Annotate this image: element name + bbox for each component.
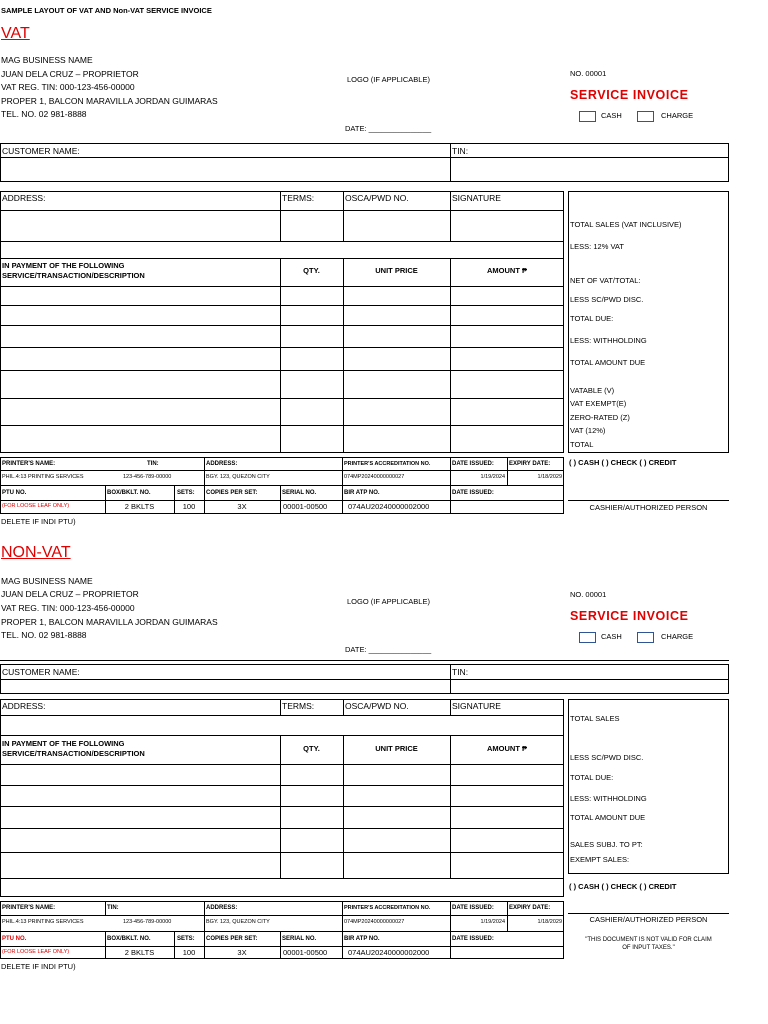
divider <box>343 699 344 715</box>
atp-header: BIR ATP NO. <box>344 490 380 496</box>
ptu-date-header: DATE ISSUED: <box>452 490 494 496</box>
divider <box>0 286 564 287</box>
divider <box>0 398 564 399</box>
items-header-line1: IN PAYMENT OF THE FOLLOWING <box>2 739 125 748</box>
business-name: MAG BUSINESS NAME <box>1 55 93 65</box>
box-bklt-header: BOX/BKLT. NO. <box>107 936 151 942</box>
address-label: ADDRESS: <box>2 193 46 203</box>
divider <box>450 699 451 715</box>
atp-header: BIR ATP NO. <box>344 936 380 942</box>
divider <box>0 946 564 947</box>
divider <box>0 347 564 348</box>
printer-accreditation-value: 074MP20240000000027 <box>344 919 405 925</box>
unit-price-header: UNIT PRICE <box>375 744 418 753</box>
items-table <box>0 699 564 897</box>
document-title: SAMPLE LAYOUT OF VAT AND Non-VAT SERVICE INVOICE <box>1 6 212 15</box>
divider <box>342 901 343 959</box>
invoice-number: NO. 00001 <box>570 590 607 599</box>
date-field: DATE: _______________ <box>345 124 432 133</box>
ptu-date-header: DATE ISSUED: <box>452 936 494 942</box>
signature-line <box>568 913 729 914</box>
sets-value: 100 <box>182 502 196 511</box>
business-tel: TEL. NO. 02 981-8888 <box>1 109 87 119</box>
divider <box>450 901 451 959</box>
divider <box>450 457 451 514</box>
printer-accreditation-header: PRINTER'S ACCREDITATION NO. <box>344 905 431 911</box>
cash-label: CASH <box>601 111 622 120</box>
total-due-label: TOTAL DUE: <box>570 314 614 323</box>
charge-label: CHARGE <box>661 632 694 641</box>
vat-exempt-label: VAT EXEMPT(E) <box>570 399 627 408</box>
business-tel: TEL. NO. 02 981-8888 <box>1 630 87 640</box>
divider <box>0 931 564 932</box>
customer-box <box>0 143 729 182</box>
qty-header: QTY. <box>303 744 320 753</box>
cash-label: CASH <box>601 632 622 641</box>
divider <box>105 901 106 915</box>
osca-pwd-label: OSCA/PWD NO. <box>345 193 409 203</box>
total-sales-label: TOTAL SALES (VAT INCLUSIVE) <box>570 220 682 229</box>
cash-checkbox[interactable] <box>579 111 596 122</box>
serial-header: SERIAL NO. <box>282 936 317 942</box>
terms-label: TERMS: <box>282 701 315 711</box>
disclaimer-line1: "THIS DOCUMENT IS NOT VALID FOR CLAIM <box>585 937 712 943</box>
copies-header: COPIES PER SET: <box>206 936 258 942</box>
business-tin: VAT REG. TIN: 000-123-456-00000 <box>1 603 135 613</box>
amount-header: AMOUNT ₱ <box>487 266 527 275</box>
divider <box>342 457 343 514</box>
less-sc-pwd-label: LESS SC/PWD DISC. <box>570 295 644 304</box>
net-of-vat-label: NET OF VAT/TOTAL: <box>570 276 641 285</box>
sets-header: SETS: <box>177 490 195 496</box>
signature-label: SIGNATURE <box>452 701 501 711</box>
divider <box>280 699 281 715</box>
business-name: MAG BUSINESS NAME <box>1 576 93 586</box>
items-header-line1: IN PAYMENT OF THE FOLLOWING <box>2 261 125 270</box>
divider <box>280 258 281 453</box>
business-address: PROPER 1, BALCON MARAVILLA JORDAN GUIMARAS <box>1 96 218 106</box>
atp-value: 074AU20240000002000 <box>348 502 430 511</box>
qty-header: QTY. <box>303 266 320 275</box>
printer-date-issued-header: DATE ISSUED: <box>452 905 494 911</box>
divider <box>0 806 564 807</box>
divider <box>0 715 564 716</box>
printer-expiry-value: 1/18/2029 <box>537 919 562 925</box>
delete-note: DELETE IF INDI PTU) <box>1 962 76 971</box>
ptu-header: PTU NO. <box>2 936 27 942</box>
ptu-header: PTU NO. <box>2 490 27 496</box>
invoice-number: NO. 00001 <box>570 69 607 78</box>
divider <box>0 915 564 916</box>
invoice-title: SERVICE INVOICE <box>570 88 689 102</box>
divider <box>343 191 344 241</box>
divider <box>450 258 451 453</box>
divider <box>0 305 564 306</box>
divider <box>280 485 281 514</box>
delete-note: DELETE IF INDI PTU) <box>1 517 76 526</box>
total-sales-label: TOTAL SALES <box>570 714 620 723</box>
less-withholding-label: LESS: WITHHOLDING <box>570 794 647 803</box>
total-label: TOTAL <box>570 440 594 449</box>
box-bklt-header: BOX/BKLT. NO. <box>107 490 151 496</box>
box-bklt-value: 2 BKLTS <box>124 948 155 957</box>
disclaimer-line2: OF INPUT TAXES." <box>622 945 675 951</box>
vat12-label: VAT (12%) <box>570 426 606 435</box>
divider <box>0 735 564 736</box>
box-bklt-value: 2 BKLTS <box>124 502 155 511</box>
cash-checkbox[interactable] <box>579 632 596 643</box>
divider <box>0 785 564 786</box>
less-withholding-label: LESS: WITHHOLDING <box>570 336 647 345</box>
proprietor: JUAN DELA CRUZ – PROPRIETOR <box>1 69 139 79</box>
divider <box>0 258 564 259</box>
cashier-label: CASHIER/AUTHORIZED PERSON <box>589 503 708 512</box>
printer-accreditation-header: PRINTER'S ACCREDITATION NO. <box>344 461 431 467</box>
atp-value: 074AU20240000002000 <box>348 948 430 957</box>
items-header-line2: SERVICE/TRANSACTION/DESCRIPTION <box>2 749 145 758</box>
items-table <box>0 191 564 453</box>
zero-rated-label: ZERO-RATED (Z) <box>570 413 630 422</box>
loose-leaf-note: (FOR LOOSE LEAF ONLY) <box>2 503 70 509</box>
divider <box>0 660 729 661</box>
signature-label: SIGNATURE <box>452 193 501 203</box>
printer-address-value: BGY. 123, QUEZON CITY <box>206 919 270 925</box>
sets-header: SETS: <box>177 936 195 942</box>
cashier-label: CASHIER/AUTHORIZED PERSON <box>589 915 708 924</box>
charge-checkbox[interactable] <box>637 111 654 122</box>
printer-tin-header: TIN: <box>107 905 119 911</box>
printer-date-issued-header: DATE ISSUED: <box>452 461 494 467</box>
printer-accreditation-value: 074MP20240000000027 <box>344 474 405 480</box>
divider <box>450 191 451 241</box>
loose-leaf-note: (FOR LOOSE LEAF ONLY) <box>2 949 70 955</box>
payment-options: ( ) CASH ( ) CHECK ( ) CREDIT <box>569 458 677 467</box>
section-title: VAT <box>1 25 30 42</box>
divider <box>343 258 344 453</box>
charge-checkbox[interactable] <box>637 632 654 643</box>
printer-name-header: PRINTER'S NAME: <box>2 461 56 467</box>
copies-value: 3X <box>237 502 247 511</box>
printer-expiry-value: 1/18/2029 <box>537 474 562 480</box>
divider <box>280 735 281 878</box>
section-title: NON-VAT <box>1 544 71 561</box>
osca-pwd-label: OSCA/PWD NO. <box>345 701 409 711</box>
copies-header: COPIES PER SET: <box>206 490 258 496</box>
payment-options: ( ) CASH ( ) CHECK ( ) CREDIT <box>569 882 677 891</box>
sets-value: 100 <box>182 948 196 957</box>
printer-tin-value: 123-456-789-00000 <box>123 919 172 925</box>
printer-address-header: ADDRESS: <box>206 461 238 467</box>
divider <box>0 500 564 501</box>
customer-name-label: CUSTOMER NAME: <box>2 667 80 677</box>
divider <box>0 852 564 853</box>
printer-name-value: PHIL.4:13 PRINTING SERVICES <box>2 474 84 480</box>
total-due-label: TOTAL DUE: <box>570 773 614 782</box>
printer-expiry-header: EXPIRY DATE: <box>509 905 551 911</box>
divider <box>507 457 508 485</box>
date-field: DATE: _______________ <box>345 645 432 654</box>
logo-placeholder: LOGO (IF APPLICABLE) <box>347 75 430 84</box>
divider <box>343 735 344 878</box>
divider <box>0 241 564 242</box>
business-tin: VAT REG. TIN: 000-123-456-00000 <box>1 82 135 92</box>
sales-subj-pt-label: SALES SUBJ. TO PT: <box>570 840 643 849</box>
invoice-title: SERVICE INVOICE <box>570 609 689 623</box>
printer-name-value: PHIL.4:13 PRINTING SERVICES <box>2 919 84 925</box>
charge-label: CHARGE <box>661 111 694 120</box>
amount-header: AMOUNT ₱ <box>487 744 527 753</box>
total-amount-due-label: TOTAL AMOUNT DUE <box>570 358 646 367</box>
signature-line <box>568 500 729 501</box>
printer-expiry-header: EXPIRY DATE: <box>509 461 551 467</box>
logo-placeholder: LOGO (IF APPLICABLE) <box>347 597 430 606</box>
divider <box>450 664 451 694</box>
printer-tin-header: TIN: <box>147 461 159 467</box>
divider <box>450 143 451 182</box>
proprietor: JUAN DELA CRUZ – PROPRIETOR <box>1 589 139 599</box>
serial-header: SERIAL NO. <box>282 490 317 496</box>
divider <box>0 679 729 680</box>
divider <box>0 210 564 211</box>
printer-name-header: PRINTER'S NAME: <box>2 905 56 911</box>
tin-label: TIN: <box>452 667 469 677</box>
business-address: PROPER 1, BALCON MARAVILLA JORDAN GUIMARAS <box>1 617 218 627</box>
total-amount-due-label: TOTAL AMOUNT DUE <box>570 813 646 822</box>
items-header-line2: SERVICE/TRANSACTION/DESCRIPTION <box>2 271 145 280</box>
divider <box>0 878 564 879</box>
divider <box>280 191 281 241</box>
divider <box>507 901 508 931</box>
printer-address-header: ADDRESS: <box>206 905 238 911</box>
unit-price-header: UNIT PRICE <box>375 266 418 275</box>
printer-tin-value: 123-456-789-00000 <box>123 474 172 480</box>
exempt-sales-label: EXEMPT SALES: <box>570 855 630 864</box>
divider <box>0 485 564 486</box>
terms-label: TERMS: <box>282 193 315 203</box>
less-sc-pwd-label: LESS SC/PWD DISC. <box>570 753 644 762</box>
divider <box>0 470 564 471</box>
copies-value: 3X <box>237 948 247 957</box>
divider <box>0 764 564 765</box>
divider <box>0 325 564 326</box>
printer-date-issued-value: 1/19/2024 <box>480 474 505 480</box>
printer-date-issued-value: 1/19/2024 <box>480 919 505 925</box>
less-vat-label: LESS: 12% VAT <box>570 242 624 251</box>
divider <box>450 735 451 878</box>
divider <box>0 370 564 371</box>
divider <box>0 425 564 426</box>
divider <box>0 828 564 829</box>
vatable-label: VATABLE (V) <box>570 386 615 395</box>
serial-value: 00001-00500 <box>283 502 328 511</box>
divider <box>280 931 281 959</box>
printer-address-value: BGY. 123, QUEZON CITY <box>206 474 270 480</box>
divider <box>0 157 729 158</box>
customer-name-label: CUSTOMER NAME: <box>2 146 80 156</box>
address-label: ADDRESS: <box>2 701 46 711</box>
serial-value: 00001-00500 <box>283 948 328 957</box>
tin-label: TIN: <box>452 146 469 156</box>
